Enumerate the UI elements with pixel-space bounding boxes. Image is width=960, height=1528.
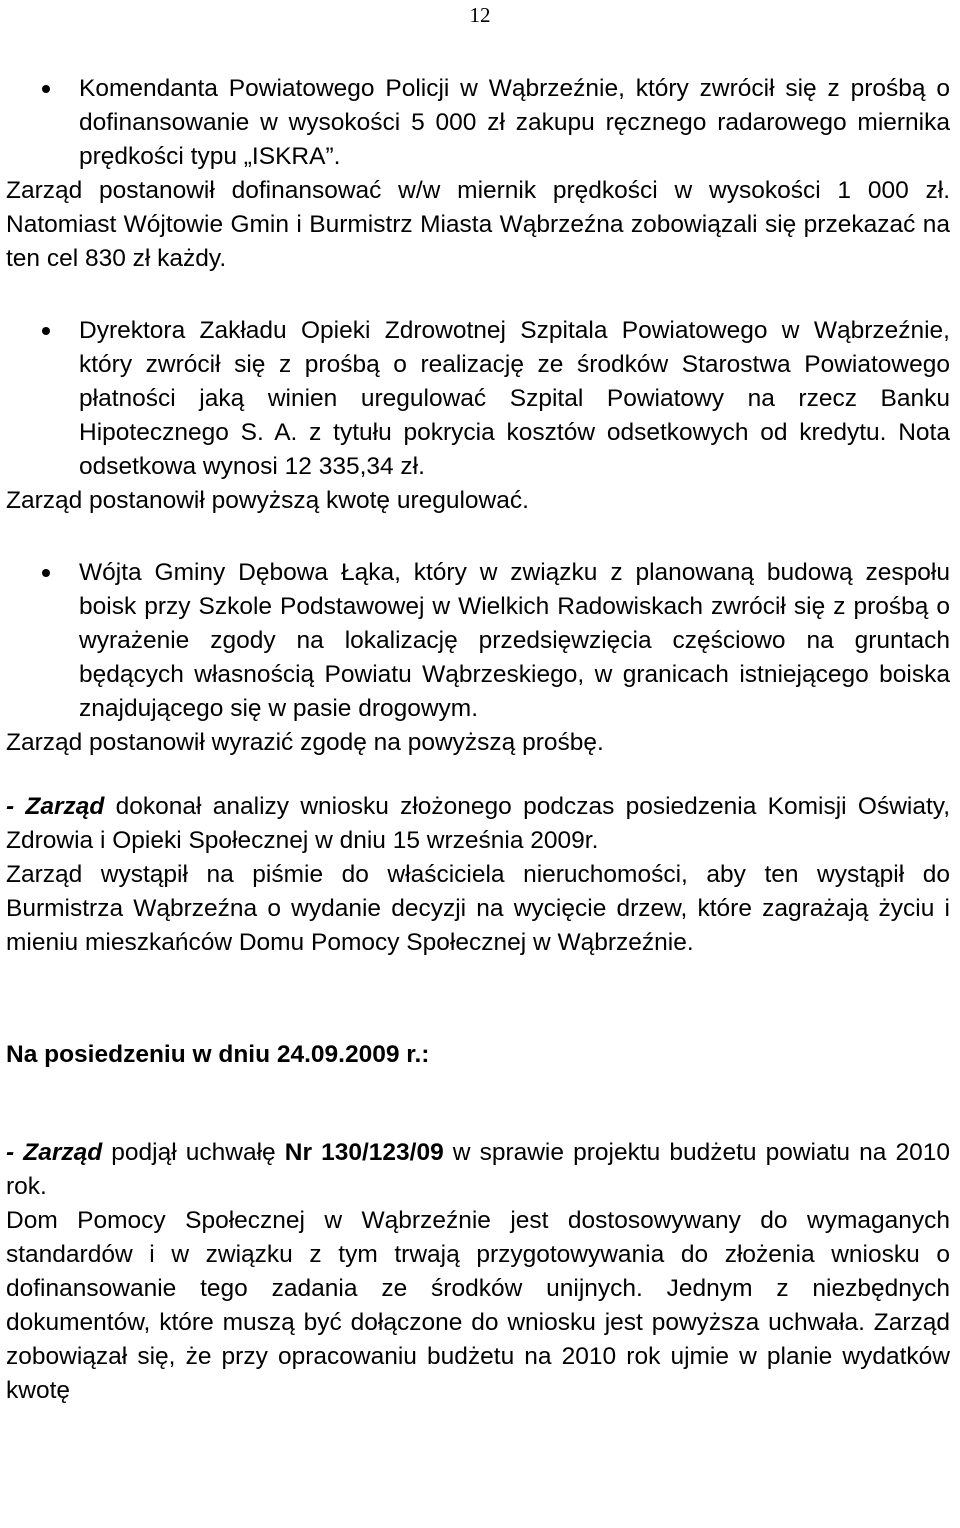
- board-paragraph: [6, 790, 950, 858]
- list-item: [6, 72, 950, 174]
- bullet-icon: [42, 85, 50, 93]
- board-lead: - Zarząd: [6, 793, 105, 820]
- decision-text: Zarząd postanowił wyrazić zgodę na powyższą prośbę.: [6, 729, 604, 756]
- resolution-subject: w sprawie projektu budżetu powiatu na 2010 rok.: [6, 1139, 950, 1200]
- list-item: [6, 556, 950, 726]
- resolution-number: Nr 130/123/09: [284, 1139, 444, 1166]
- board-action-text: Zarząd wystąpił na piśmie do właściciela nieruchomości, aby ten wystąpił do Burmistrza Wąbrzeźna o wydanie decyzji na wycięcie drzew, które zagrażają życiu i mieniu mieszkańców Domu Pomocy Społecznej w Wąbrzeźnie.: [6, 861, 950, 956]
- board-text: dokonał analizy wniosku złożonego podczas posiedzenia Komisji Oświaty, Zdrowia i Opieki Społecznej w dniu 15 września 2009r.: [6, 793, 950, 854]
- meeting-heading: Na posiedzeniu w dniu 24.09.2009 r.:: [6, 1041, 430, 1068]
- resolution-paragraph: [6, 1136, 950, 1204]
- decision-text: Zarząd postanowił powyższą kwotę uregulować.: [6, 487, 529, 514]
- list-item-text: Komendanta Powiatowego Policji w Wąbrzeźnie, który zwrócił się z prośbą o dofinansowanie w wysokości 5 000 zł zakupu ręcznego radarowego miernika prędkości typu „ISKRA”.: [79, 75, 950, 170]
- bullet-icon: [42, 327, 50, 335]
- bullet-icon: [42, 569, 50, 577]
- decision-text: Zarząd postanowił dofinansować w/w miernik prędkości w wysokości 1 000 zł. Natomiast Wójtowie Gmin i Burmistrz Miasta Wąbrzeźna zobowiązali się przekazać na ten cel 830 zł każdy.: [6, 177, 950, 272]
- board-lead: - Zarząd: [6, 1139, 103, 1166]
- document-body: [6, 72, 950, 1408]
- resolution-text: podjął uchwałę: [102, 1139, 285, 1166]
- list-item: [6, 314, 950, 484]
- list-item-text: Wójta Gminy Dębowa Łąka, który w związku z planowaną budową zespołu boisk przy Szkole Podstawowej w Wielkich Radowiskach zwrócił się z prośbą o wyrażenie zgody na lokalizację przedsięwzięcia częściowo na gruntach będących własnością Powiatu Wąbrzeskiego, w granicach istniejącego boiska znajdującego się w pasie drogowym.: [79, 559, 950, 722]
- list-item-text: Dyrektora Zakładu Opieki Zdrowotnej Szpitala Powiatowego w Wąbrzeźnie, który zwrócił się z prośbą o realizację ze środków Starostwa Powiatowego płatności jaką winien uregulować Szpital Powiatowy na rzecz Banku Hipotecznego S. A. z tytułu pokrycia kosztów odsetkowych od kredytu. Nota odsetkowa wynosi 12 335,34 zł.: [79, 317, 950, 480]
- page-number: 12: [469, 3, 491, 27]
- care-home-paragraph: Dom Pomocy Społecznej w Wąbrzeźnie jest dostosowywany do wymaganych standardów i w związku z tym trwają przygotowywania do złożenia wniosku o dofinansowanie tego zadania ze środków unijnych. Jednym z niezbędnych dokumentów, które muszą być dołączone do wniosku jest powyższa uchwała. Zarząd zobowiązał się, że przy opracowaniu budżetu na 2010 rok ujmie w planie wydatków kwotę: [6, 1207, 950, 1404]
